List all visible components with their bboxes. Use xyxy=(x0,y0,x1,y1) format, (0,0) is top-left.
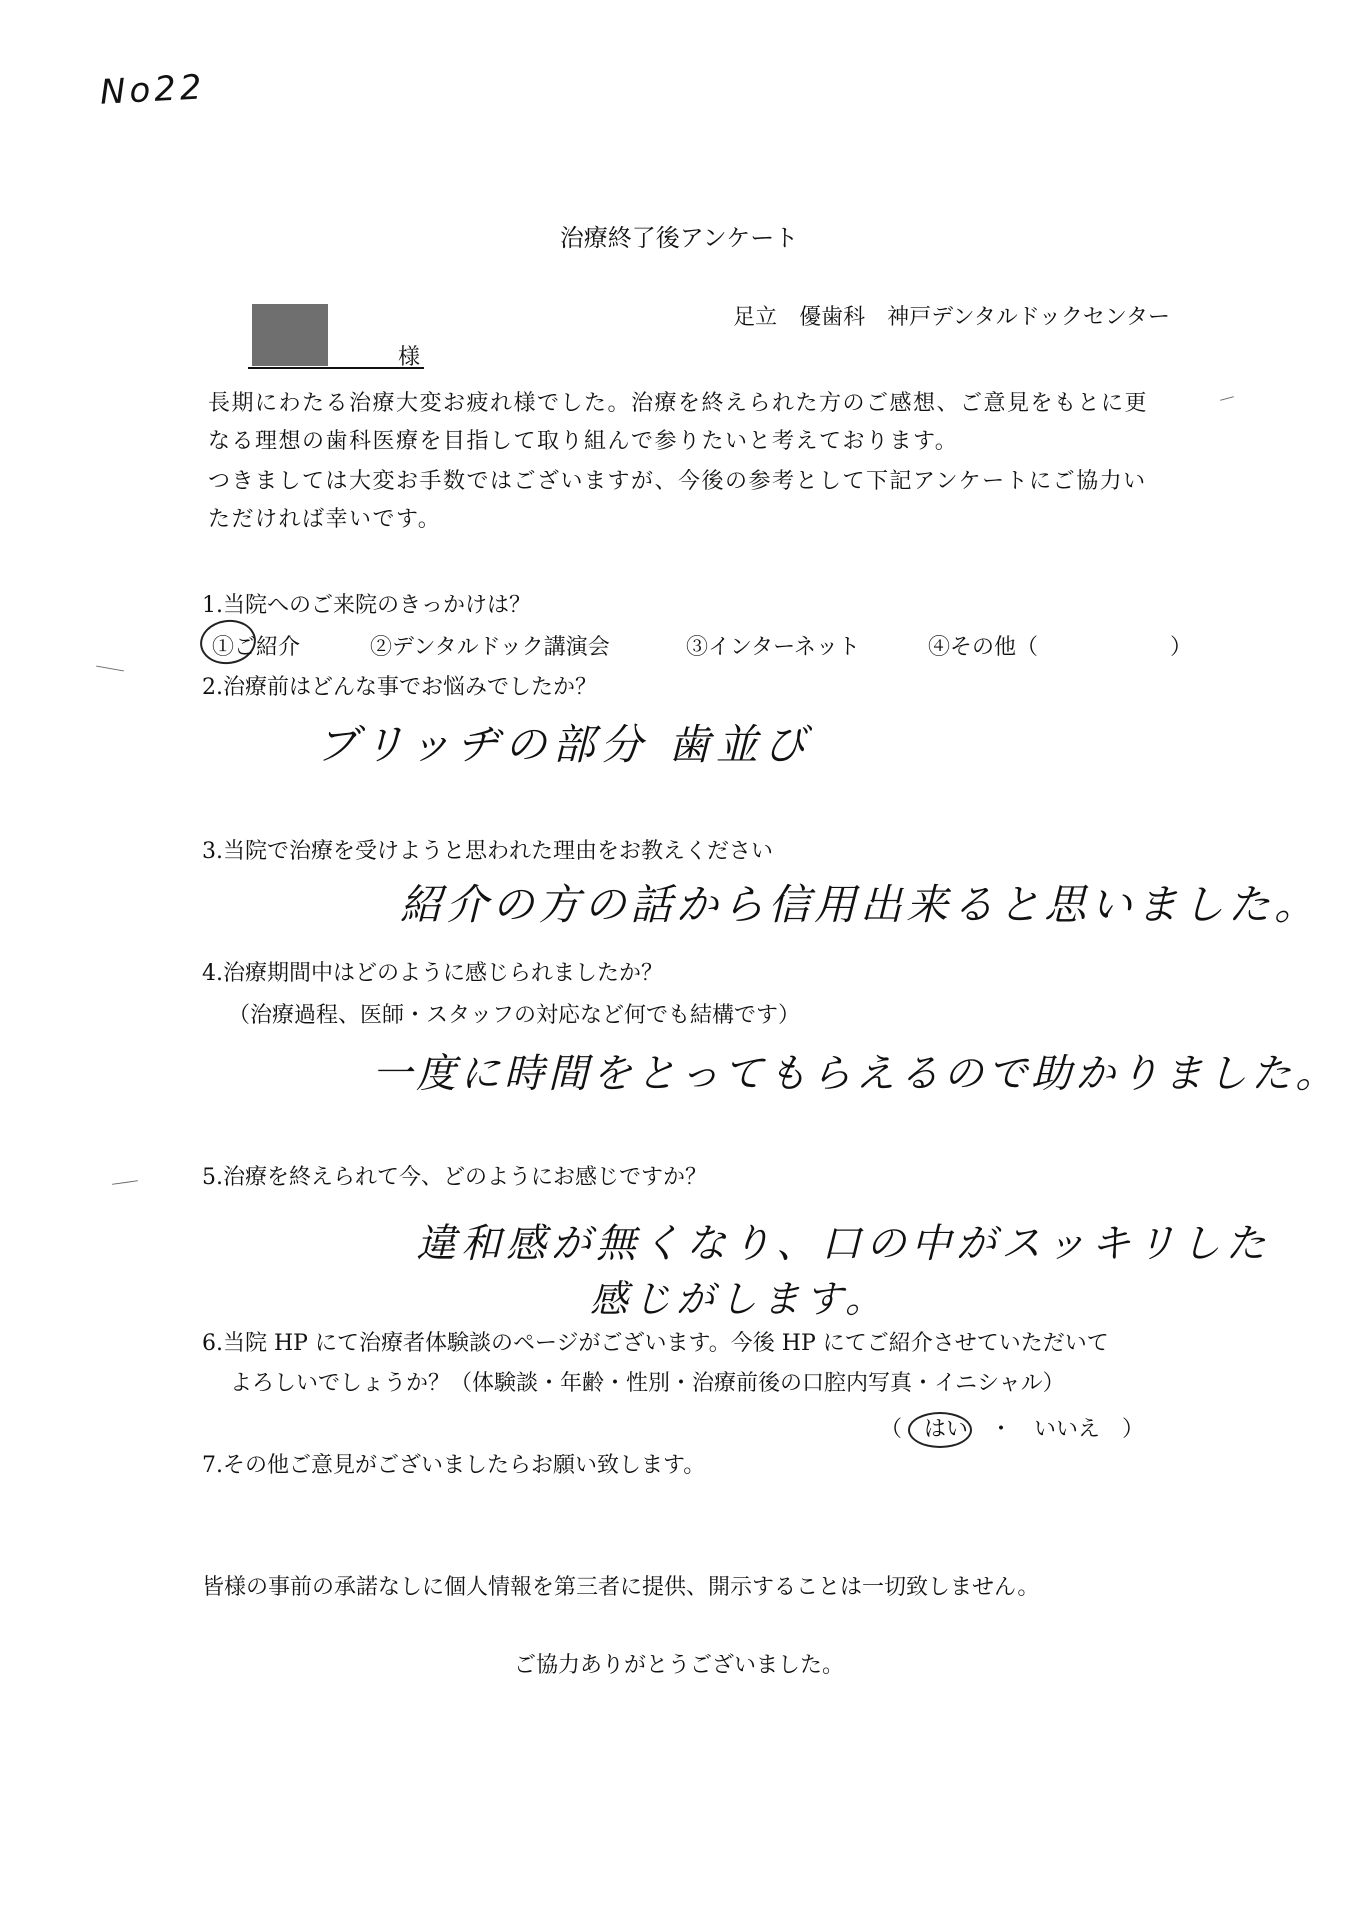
clinic-name: 足立 優歯科 神戸デンタルドックセンター xyxy=(733,305,1170,330)
q6-yes-no-choice: （ はい ・ いいえ ） xyxy=(880,1417,1145,1442)
question-3: 3.当院で治療を受けようと思われた理由をお教えください xyxy=(202,839,773,864)
intro-line-4: ただければ幸いです。 xyxy=(208,507,442,532)
redacted-name xyxy=(252,304,328,366)
document-number: No22 xyxy=(99,67,207,113)
q1-option-internet: ③インターネット xyxy=(686,635,861,660)
question-6-line-1: 6.当院 HP にて治療者体験談のページがございます。今後 HP にてご紹介させていただいて xyxy=(202,1331,1109,1356)
question-5: 5.治療を終えられて今、どのようにお感じですか？ xyxy=(202,1165,707,1190)
scan-mark xyxy=(96,666,124,672)
question-4: 4.治療期間中はどのように感じられましたか？ xyxy=(202,961,663,986)
question-2: 2.治療前はどんな事でお悩みでしたか？ xyxy=(202,675,597,700)
q1-option-referral: ①ご紹介 xyxy=(212,635,301,660)
question-1: 1.当院へのご来院のきっかけは？ xyxy=(202,593,531,618)
question-4-subtext: （治療過程、医師・スタッフの対応など何でも結構です） xyxy=(228,1003,801,1028)
intro-line-3: つきましては大変お手数ではございますが、今後の参考として下記アンケートにご協力い xyxy=(208,469,1147,494)
page-title: 治療終了後アンケート xyxy=(559,224,799,252)
q2-handwritten-answer: ブリッヂの部分 歯並び xyxy=(316,720,812,769)
intro-line-1: 長期にわたる治療大変お疲れ様でした。治療を終えられた方のご感想、ご意見をもとに更 xyxy=(208,391,1149,416)
closing-thanks: ご協力ありがとうございました。 xyxy=(513,1653,844,1678)
privacy-notice: 皆様の事前の承諾なしに個人情報を第三者に提供、開示することは一切致しません。 xyxy=(202,1575,1040,1600)
q1-option-lecture: ②デンタルドック講演会 xyxy=(370,635,610,660)
intro-line-2: なる理想の歯科医療を目指して取り組んで参りたいと考えております。 xyxy=(208,429,959,454)
q5-handwritten-answer-line-2: 感じがします。 xyxy=(590,1277,888,1321)
q1-option-other: ④その他（ ） xyxy=(928,635,1193,660)
question-6-line-2: よろしいでしょうか？（体験談・年齢・性別・治療前後の口腔内写真・イニシャル） xyxy=(230,1371,1065,1396)
scan-mark xyxy=(112,1180,138,1185)
question-7: 7.その他ご意見がございましたらお願い致します。 xyxy=(202,1453,706,1478)
q5-handwritten-answer-line-1: 違和感が無くなり、口の中がスッキリした xyxy=(416,1221,1271,1267)
q3-handwritten-answer: 紹介の方の話から信用出来ると思いました。 xyxy=(400,880,1321,929)
yes-selection-circle xyxy=(908,1412,972,1448)
scan-mark xyxy=(1220,396,1234,401)
honorific: 様 xyxy=(398,345,421,370)
q4-handwritten-answer: 一度に時間をとってもらえるので助かりました。 xyxy=(372,1051,1340,1097)
